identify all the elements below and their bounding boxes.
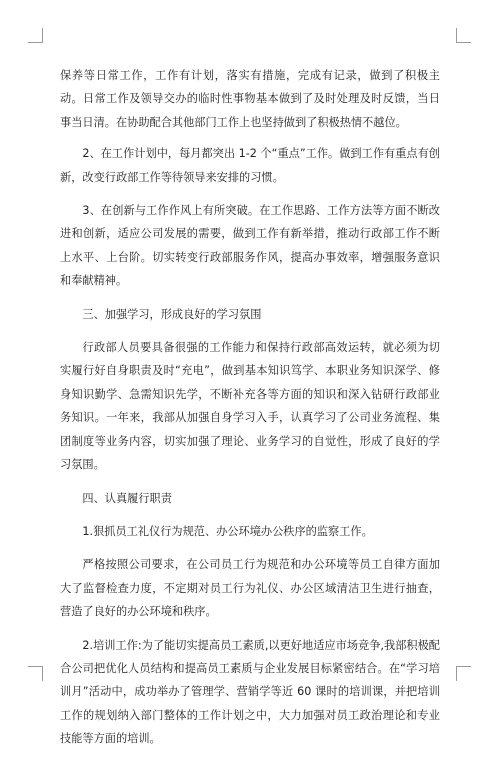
paragraph-innovation: 3、在创新与工作作风上有所突破。在工作思路、工作方法等方面不断改进和创新，适应公司发展的需要，做到工作有新举措，推动行政部工作不断上水平、上台阶。切实转变行政部服务作风，提高办事效率，增强服务意识和奉献精神。 — [60, 204, 440, 288]
paragraph-key-work: 2、在工作计划中，每月都突出 1-2 个“重点”工作。做到工作有重点有创新，改变行政部工作等待领导来安排的习惯。 — [60, 147, 440, 184]
paragraph-study: 行政部人员要具备很强的工作能力和保持行政部高效运转，就必须为切实履行好自身职责及时“充电”，做到基本知识笃学、本职业务知识深学、修身知识勤学、急需知识先学，不断补充各等方面的知识和深入钻研行政部业务知识。一年来，我部从加强自身学习入手，认真学习了公司业务流程、集团制度等业务内容，切实加强了理论、业务学习的自觉性，形成了良好的学习氛围。 — [60, 341, 440, 472]
crop-mark-top-right — [456, 28, 471, 43]
paragraph-supervision: 严格按照公司要求，在公司员工行为规范和办公环境等员工自律方面加大了监督检查力度，不定期对员工行为礼仪、办公区域清洁卫生进行抽查，营造了良好的办公环境和秩序。 — [60, 558, 440, 619]
paragraph-duty-item-1: 1.狠抓员工礼仪行为规范、办公环境办公秩序的监察工作。 — [82, 524, 373, 538]
paragraph-continued: 保养等日常工作，工作有计划，落实有措施，完成有记录，做到了积极主动。日常工作及领导交办的临时性事物基本做到了及时处理及时反馈，当日事当日清。在协助配合其他部门工作上也坚持做到了积极热情不越位。 — [60, 69, 440, 129]
crop-mark-bottom-right — [456, 666, 471, 681]
crop-mark-top-left — [28, 28, 43, 43]
section-heading-duties: 四、认真履行职责 — [82, 491, 172, 505]
section-heading-study: 三、加强学习，形成良好的学习氛围 — [82, 307, 262, 321]
document-body — [60, 64, 440, 761]
crop-mark-bottom-left — [28, 666, 43, 681]
paragraph-training: 2.培训工作:为了能切实提高员工素质,以更好地适应市场竞争,我部积极配合公司把优化人员结构和提高员工素质与企业发展目标紧密结合。在“学习培训月”活动中，成功举办了管理学、营销学等近 60 课时的培训课，并把培训工作的规划纳入部门整体的工作计划之中，大力加强对员工政治理论和专业技能等方面的培训。 — [60, 638, 440, 746]
